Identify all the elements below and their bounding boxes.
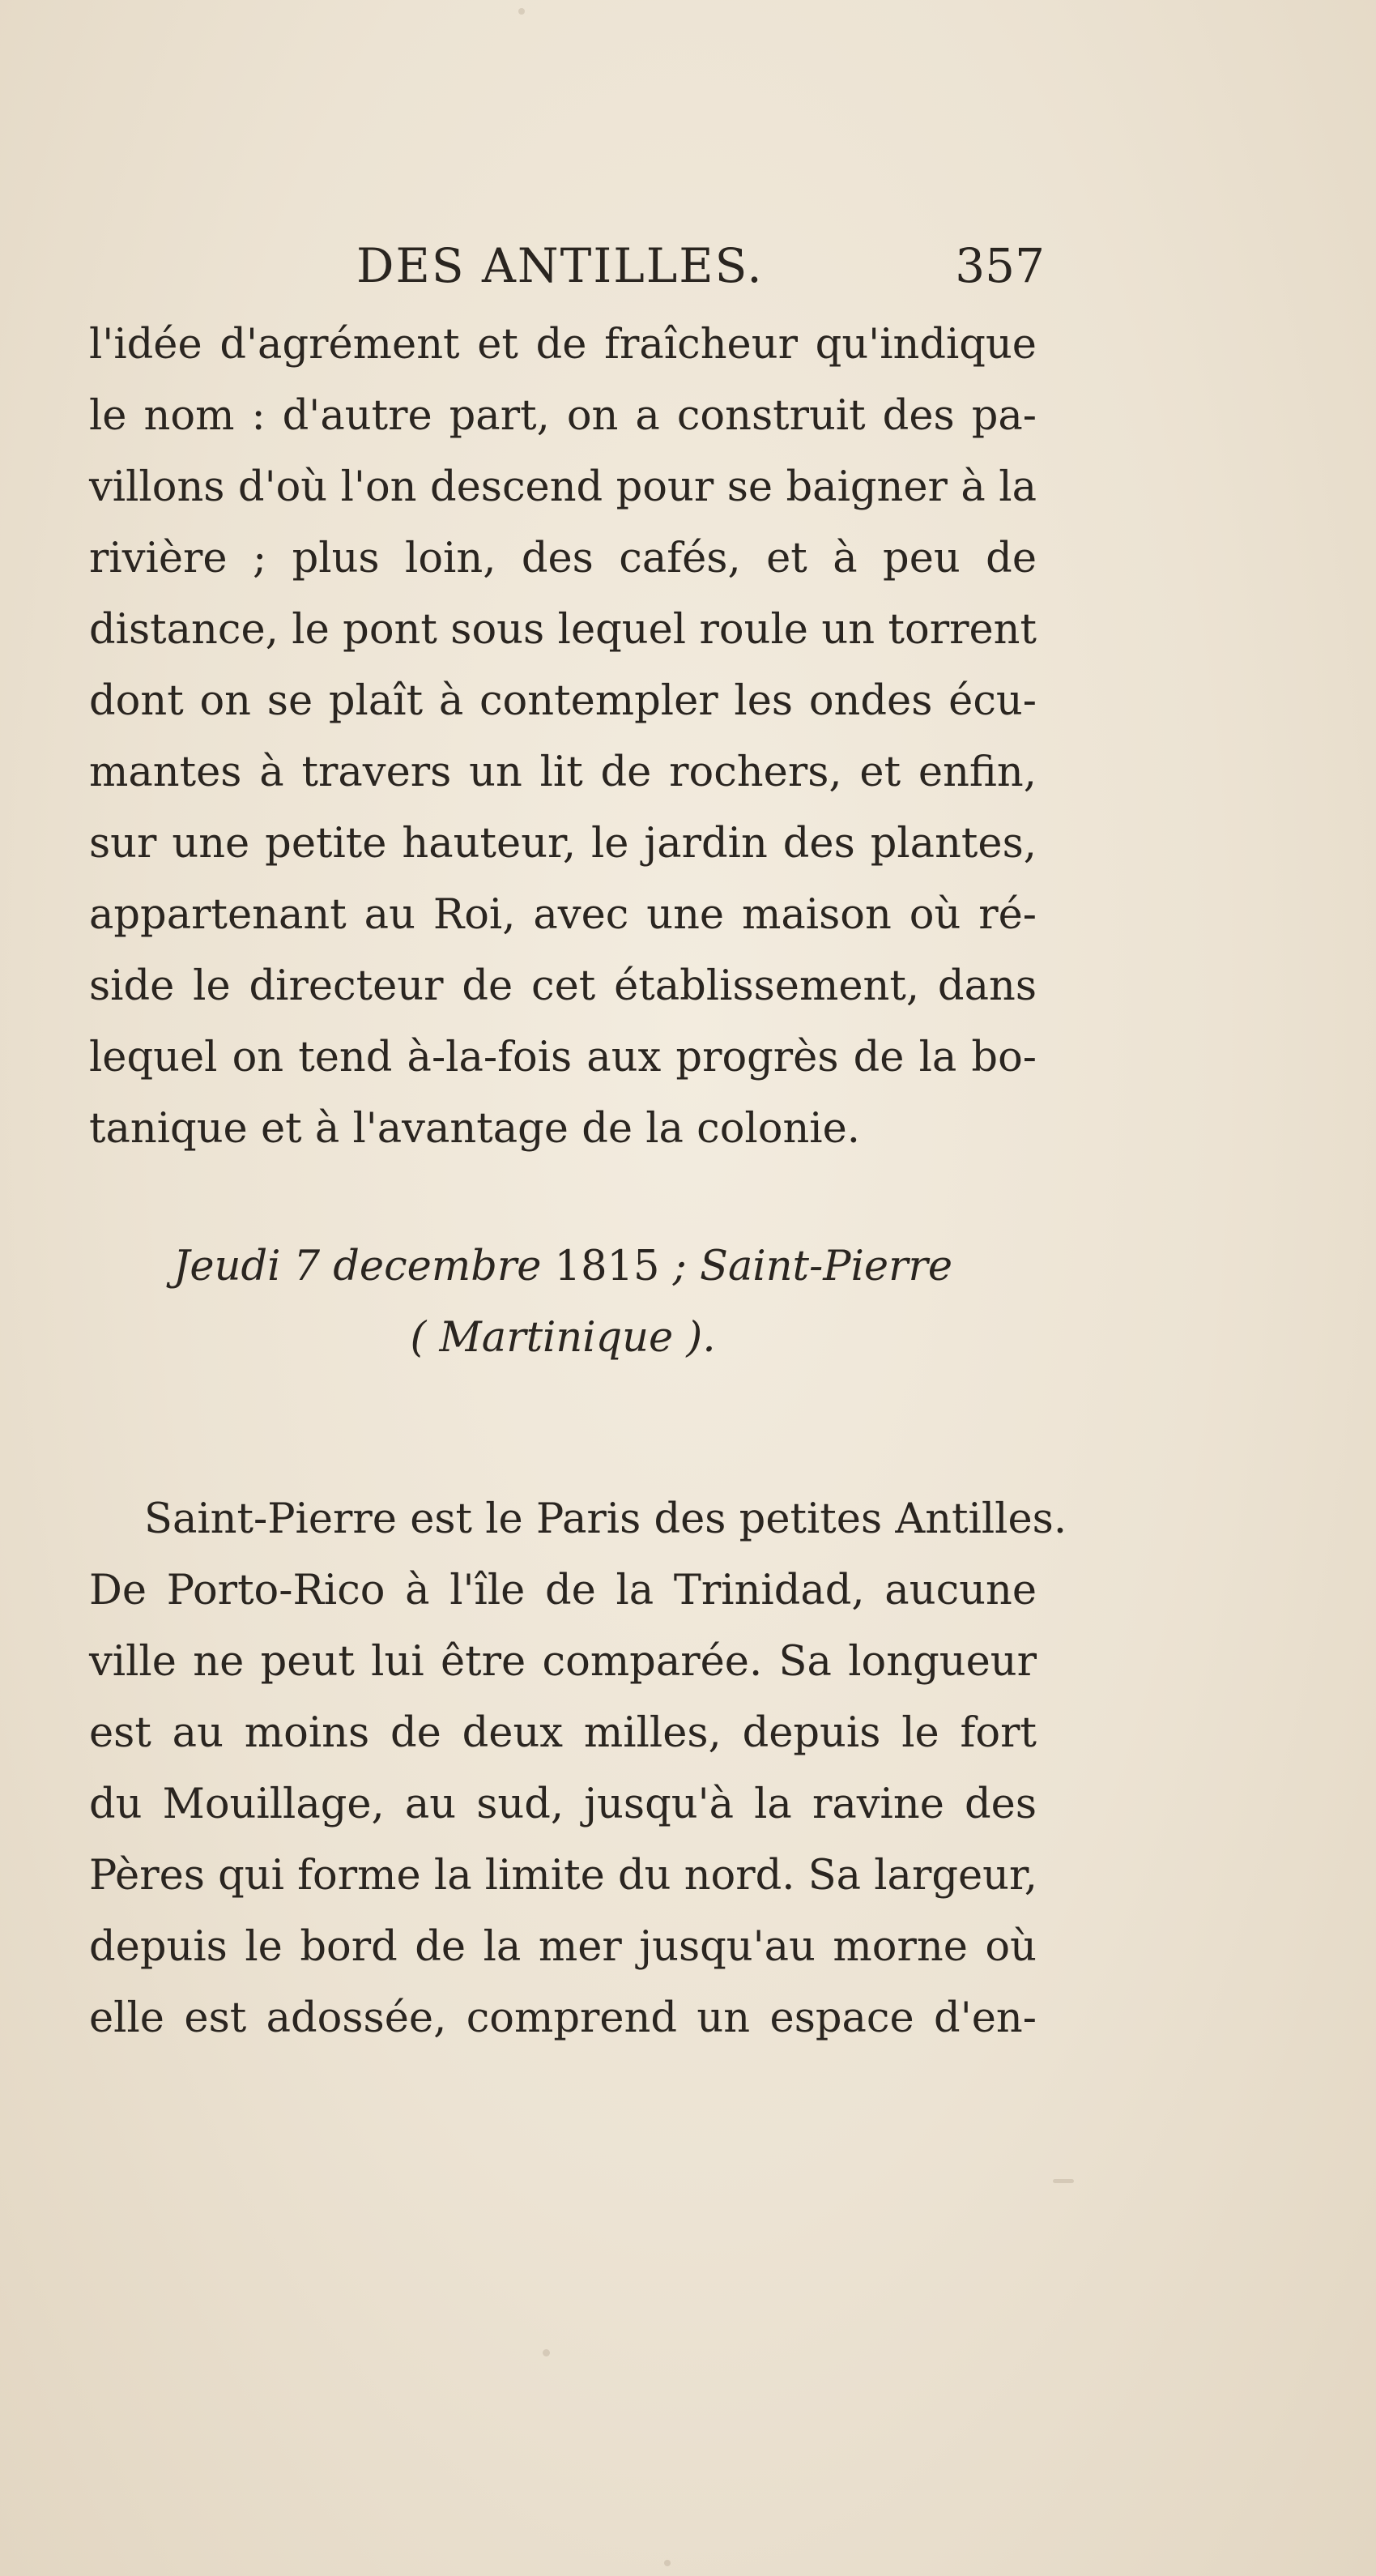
text-line: dont on se plaît à contempler les ondes écu- <box>89 677 1037 725</box>
heading-line-2: ( Martinique ). <box>410 1314 716 1362</box>
paper-spot <box>1053 2179 1074 2183</box>
text-line: side le directeur de cet établissement, dans <box>89 962 1037 1010</box>
text-line: distance, le pont sous lequel roule un torrent <box>89 606 1037 654</box>
heading-place: ; Saint-Pierre <box>672 1243 953 1290</box>
text-line: le nom : d'autre part, on a construit des pa- <box>89 392 1037 440</box>
paper-spot <box>543 2349 550 2356</box>
text-line: depuis le bord de la mer jusqu'au morne où <box>89 1923 1037 1971</box>
text-line: sur une petite hauteur, le jardin des plantes, <box>89 820 1037 868</box>
paragraph-1 <box>89 309 1037 1165</box>
text-line: Saint-Pierre est le Paris des petites Antilles. <box>144 1495 1067 1543</box>
section-heading <box>89 1231 1037 1374</box>
page-number: 357 <box>955 238 1045 293</box>
running-title: DES ANTILLES. <box>356 238 764 293</box>
heading-date: Jeudi 7 decembre <box>173 1243 542 1290</box>
text-line: mantes à travers un lit de rochers, et enfin, <box>89 748 1037 796</box>
text-line: du Mouillage, au sud, jusqu'à la ravine des <box>89 1781 1037 1828</box>
text-line: tanique et à l'avantage de la colonie. <box>89 1105 860 1153</box>
text-line: appartenant au Roi, avec une maison où ré- <box>89 891 1037 939</box>
text-line: elle est adossée, comprend un espace d'en- <box>89 1994 1037 2042</box>
paper-spot <box>518 8 525 15</box>
text-line: est au moins de deux milles, depuis le fort <box>89 1709 1037 1757</box>
heading-year: 1815 <box>554 1243 660 1290</box>
text-line: l'idée d'agrément et de fraîcheur qu'indique <box>89 321 1037 369</box>
text-line: villons d'où l'on descend pour se baigner à la <box>89 463 1037 511</box>
text-line: ville ne peut lui être comparée. Sa longueur <box>89 1638 1037 1686</box>
text-line: lequel on tend à-la-fois aux progrès de la bo- <box>89 1034 1037 1081</box>
paper-spot <box>664 2560 671 2566</box>
running-head <box>146 233 1045 298</box>
paragraph-2 <box>89 1484 1067 2054</box>
heading-line-1 <box>89 1231 1037 1303</box>
text-line: Pères qui forme la limite du nord. Sa largeur, <box>89 1852 1038 1900</box>
text-line: De Porto-Rico à l'île de la Trinidad, aucune <box>89 1567 1037 1614</box>
text-line: rivière ; plus loin, des cafés, et à peu de <box>89 535 1037 582</box>
